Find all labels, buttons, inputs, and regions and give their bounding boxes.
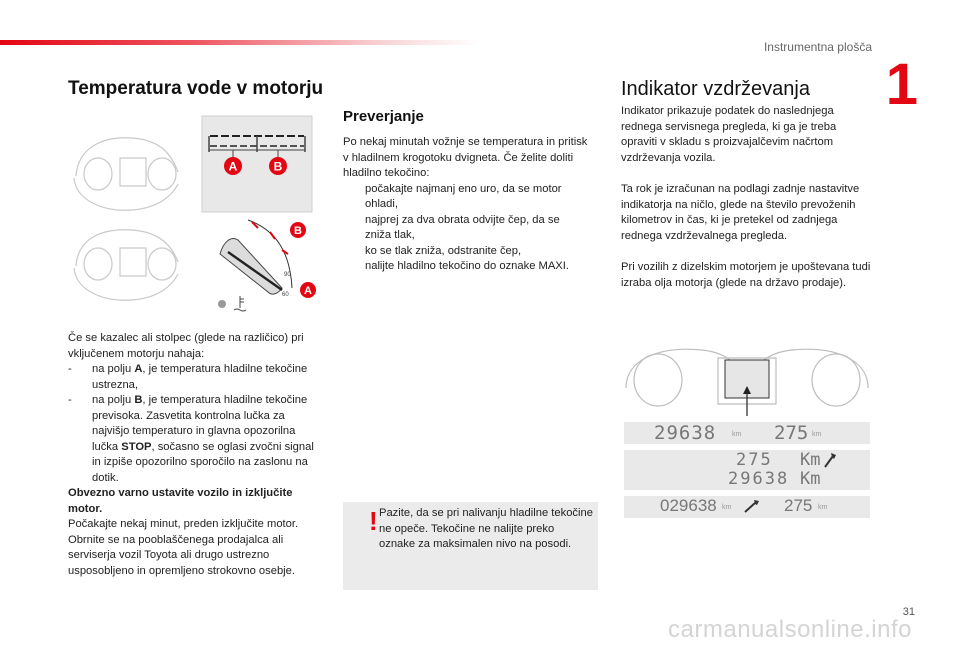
- coolant-gauge-illustrations: [72, 112, 322, 318]
- checking-title: Preverjanje: [343, 108, 424, 125]
- maintenance-text: [621, 104, 871, 291]
- warning-text: Pazite, da se pri nalivanju hladilne tekočine ne opeče. Tekočine ne nalijte preko oznake za maksimalen nivo na posodi.: [379, 507, 593, 550]
- list-item: najprej za dva obrata odvijte čep, da se zniža tlak,: [343, 213, 588, 244]
- display3-service: 275: [784, 496, 813, 515]
- maintenance-display-3: [624, 496, 870, 518]
- engine-temp-text: [68, 331, 324, 579]
- svg-text:B: B: [294, 225, 302, 237]
- bullet-marker: [343, 244, 365, 260]
- display1-odometer: 29638: [654, 422, 717, 444]
- bullet-marker: [343, 182, 365, 213]
- maintenance-cluster-illustration: [622, 338, 872, 418]
- svg-text:60: 60: [282, 292, 289, 298]
- chapter-number: 1: [885, 52, 918, 117]
- wrench-icon: [744, 499, 760, 513]
- bold-warning: Obvezno varno ustavite vozilo in izključite motor.: [68, 487, 293, 515]
- maintenance-display-2: [624, 450, 870, 490]
- display2-service: 275: [736, 450, 773, 470]
- instrument-cluster-top: [74, 138, 178, 210]
- display3-odometer: 029638: [660, 496, 717, 515]
- wrench-icon: [823, 452, 837, 468]
- display2-odometer: 29638: [728, 469, 790, 489]
- engine-temp-outro: Počakajte nekaj minut, preden izključite motor. Obrnite se na pooblaščenega prodajalca ali serviserja vozil Toyota ali drugo ustrezno usposobljeno in opremljeno strokovno osebje.: [68, 518, 299, 577]
- dash-marker: -: [68, 394, 72, 406]
- maintenance-paragraph: Indikator prikazuje podatek do naslednjega rednega servisnega pregleda, ki ga je treba opraviti v skladu s proizvajalčevim načrtom vzdrževanja vozila.: [621, 105, 837, 164]
- maintenance-display-1: [624, 422, 870, 444]
- svg-text:90: 90: [284, 272, 291, 278]
- temperature-needle-dial: [220, 220, 292, 298]
- display3-odometer-unit: km: [722, 504, 732, 511]
- list-item: [68, 362, 324, 393]
- bullet-marker: [343, 213, 365, 244]
- engine-temp-title: Temperatura vode v motorju: [68, 78, 324, 99]
- svg-text:A: A: [228, 159, 238, 174]
- engine-temp-intro: Če se kazalec ali stolpec (glede na različico) pri vključenem motorju nahaja:: [68, 332, 304, 360]
- top-accent-bar: [0, 40, 480, 45]
- dash-marker: -: [68, 363, 72, 375]
- checking-intro: Po nekaj minutah vožnje se temperatura in pritisk v hladilnem krogotoku dvigneta. Če želite doliti hladilno tekočino:: [343, 136, 588, 179]
- warning-exclamation-icon: !: [369, 506, 378, 536]
- warning-light-icon: [218, 300, 226, 308]
- list-item: [68, 393, 324, 486]
- watermark: carmanualsonline.info: [668, 616, 912, 643]
- svg-text:A: A: [304, 285, 312, 297]
- list-item: počakajte najmanj eno uro, da se motor ohladi,: [343, 182, 588, 213]
- display2-unit: Km: [800, 450, 821, 470]
- page-number: 31: [902, 606, 915, 618]
- display1-service: 275: [774, 422, 809, 444]
- maintenance-indicator-title: Indikator vzdrževanja: [621, 78, 810, 100]
- display3-service-unit: km: [818, 504, 828, 511]
- list-item: nalijte hladilno tekočino do oznake MAXI.: [343, 259, 588, 275]
- bullet-marker: [343, 259, 365, 275]
- list-item-text: na polju B, je temperatura hladilne tekočine previsoka. Zasvetita kontrolna lučka za najvišjo temperaturo in glavna opozorilna lučka STOP, sočasno se oglasi zvočni signal in izpiše opozorilno sporočilo na zaslonu na dotik.: [92, 394, 314, 484]
- display1-service-unit: km: [812, 431, 822, 438]
- warning-box: [343, 502, 598, 590]
- section-title: Instrumentna plošča: [763, 40, 872, 54]
- list-item: ko se tlak zniža, odstranite čep,: [343, 244, 588, 260]
- display2-unit-2: Km: [800, 469, 821, 489]
- gauge-zoom-background: [202, 116, 312, 212]
- svg-text:B: B: [273, 159, 283, 174]
- maintenance-paragraph: Ta rok je izračunan na podlagi zadnje nastavitve indikatorja na ničlo, glede na število prevoženih kilometrov in čas, ki je pretekel od zadnjega rednega vzdrževalnega pregleda.: [621, 183, 860, 242]
- display1-odometer-unit: km: [732, 431, 742, 438]
- checking-text: [343, 135, 588, 275]
- instrument-cluster-bottom: [74, 230, 178, 300]
- list-item-text: na polju A, je temperatura hladilne tekočine ustrezna,: [92, 363, 308, 391]
- maintenance-paragraph: Pri vozilih z dizelskim motorjem je upoštevana tudi izraba olja motorja (glede na državo prodaje).: [621, 261, 871, 289]
- coolant-temperature-icon: [234, 296, 246, 311]
